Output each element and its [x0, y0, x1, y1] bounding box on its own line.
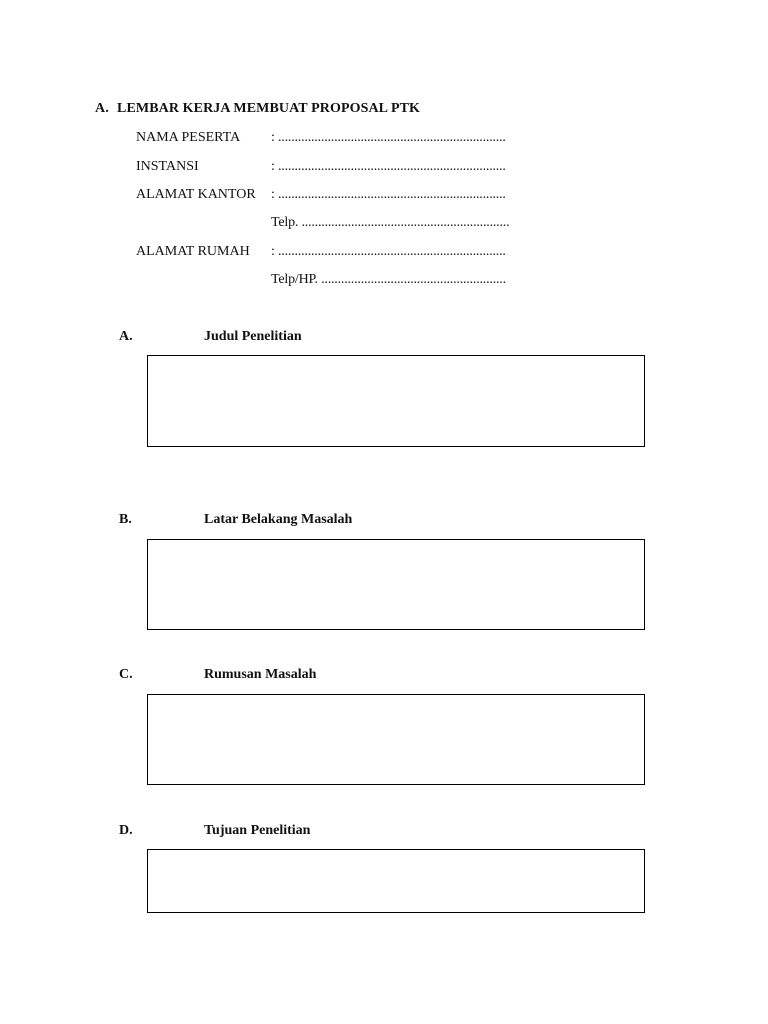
answer-box-judul-penelitian[interactable]: [147, 355, 645, 447]
section-letter-b: B.: [119, 512, 132, 527]
section-title-judul-penelitian: Judul Penelitian: [204, 329, 302, 344]
field-label-instansi: INSTANSI: [136, 159, 199, 174]
answer-box-tujuan-penelitian[interactable]: [147, 849, 645, 913]
field-value-alamat-rumah[interactable]: : .....................................................................: [271, 244, 506, 259]
field-value-telp-kantor[interactable]: Telp. ...............................................................: [271, 215, 510, 230]
field-label-nama-peserta: NAMA PESERTA: [136, 130, 241, 145]
answer-box-rumusan-masalah[interactable]: [147, 694, 645, 785]
heading-title: LEMBAR KERJA MEMBUAT PROPOSAL PTK: [117, 101, 421, 116]
section-letter-c: C.: [119, 667, 133, 682]
section-letter-a: A.: [119, 329, 133, 344]
worksheet-heading: [95, 101, 420, 117]
section-title-latar-belakang: Latar Belakang Masalah: [204, 512, 353, 527]
answer-box-latar-belakang[interactable]: [147, 539, 645, 630]
field-label-alamat-rumah: ALAMAT RUMAH: [136, 244, 250, 259]
heading-number: A.: [95, 101, 109, 116]
section-letter-d: D.: [119, 823, 133, 838]
section-title-tujuan-penelitian: Tujuan Penelitian: [204, 823, 311, 838]
field-value-telp-hp[interactable]: Telp/HP. ........................................................: [271, 272, 506, 287]
field-value-instansi[interactable]: : .....................................................................: [271, 159, 506, 174]
field-label-alamat-kantor: ALAMAT KANTOR: [136, 187, 256, 202]
field-value-alamat-kantor[interactable]: : .....................................................................: [271, 187, 506, 202]
field-value-nama-peserta[interactable]: : .....................................................................: [271, 130, 506, 145]
section-title-rumusan-masalah: Rumusan Masalah: [204, 667, 317, 682]
